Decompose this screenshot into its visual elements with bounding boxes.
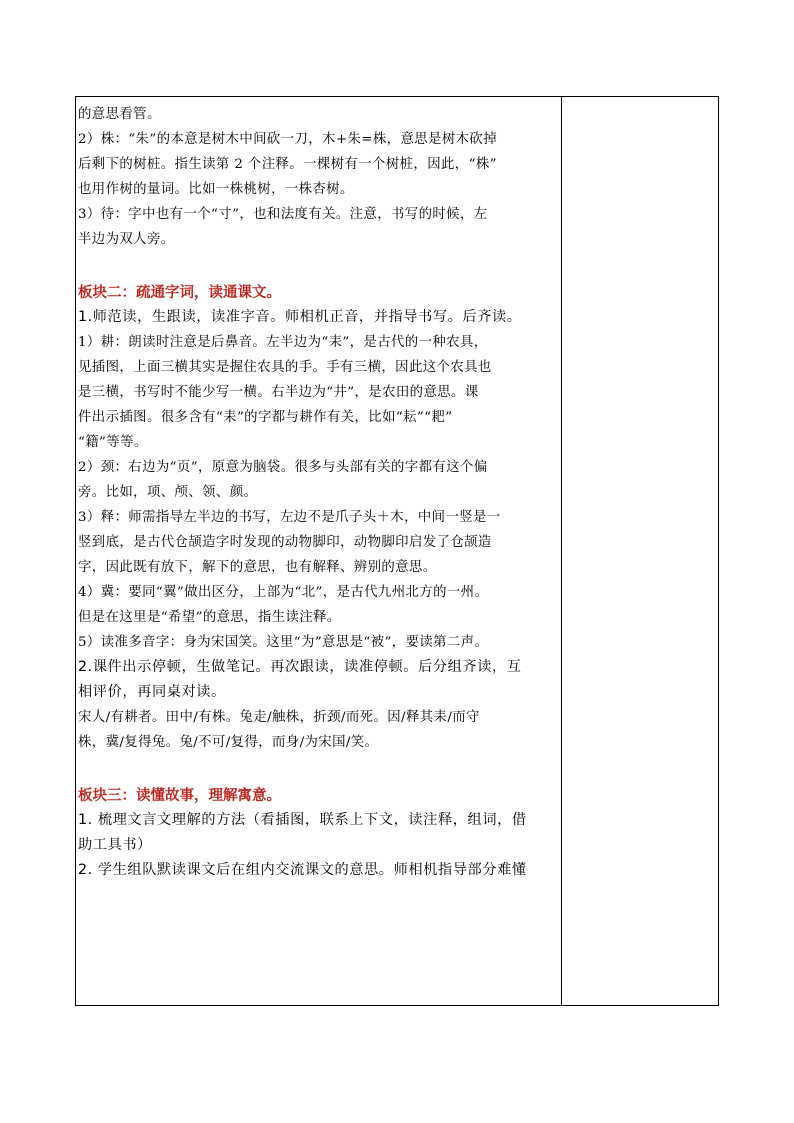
text-line: 是三横，书写时不能少写一横。右半边为“井”，是农田的意思。课 bbox=[78, 385, 479, 400]
text-line: 但是在这里是“希望”的意思，指生读注释。 bbox=[78, 610, 341, 625]
text-line: “籍”等等。 bbox=[78, 435, 148, 450]
section-heading-block2: 板块二：疏通字词，读通课文。 bbox=[78, 284, 281, 301]
text-line: 后剩下的树桩。指生读第 2 个注释。一棵树有一个树桩，因此，“株” bbox=[78, 157, 497, 172]
step-line: 助工具书） bbox=[78, 837, 152, 853]
text-line: 也用作树的量词。比如一株桃树，一株杏树。 bbox=[78, 182, 354, 197]
step-line: 1. 梳理文言文理解的方法（看插图，联系上下文，读注释，组词，借 bbox=[78, 812, 527, 828]
lesson-content-cell bbox=[76, 97, 561, 1005]
text-line: 2）株：“朱”的本意是树木中间砍一刀，木+朱=株，意思是树木砍掉 bbox=[78, 132, 497, 147]
text-line: 竖到底，是古代仓颉造字时发现的动物脚印，动物脚印启发了仓颉造 bbox=[78, 535, 492, 550]
text-line: 4）冀：要同“翼”做出区分，上部为“北”，是古代九州北方的一州。 bbox=[78, 585, 489, 600]
text-line: 半边为双人旁。 bbox=[78, 232, 175, 247]
lesson-plan-table bbox=[75, 96, 719, 1006]
text-line: 5）读准多音字：身为宋国笑。这里“为”意思是“被”，要读第二声。 bbox=[78, 635, 489, 650]
step-line: 1.师范读，生跟读，读准字音。师相机正音，并指导书写。后齐读。 bbox=[78, 309, 522, 325]
section-heading-block3: 板块三：读懂故事，理解寓意。 bbox=[78, 787, 281, 804]
text-line: 见插图，上面三横其实是握住农具的手。手有三横，因此这个农具也 bbox=[78, 360, 492, 375]
text-line: 1）耕：朗读时注意是后鼻音。左半边为“耒”，是古代的一种农具， bbox=[78, 335, 488, 350]
step-line: 相评价，再同桌对读。 bbox=[78, 684, 226, 700]
text-line: 3）释：师需指导左半边的书写，左边不是爪子头＋木，中间一竖是一 bbox=[78, 510, 501, 525]
spacer bbox=[78, 252, 559, 280]
notes-cell bbox=[562, 97, 718, 1005]
step-line: 2. 学生组队默读课文后在组内交流课文的意思。师相机指导部分难懂 bbox=[78, 862, 527, 878]
text-line: 2）颈：右边为“页”，原意为脑袋。很多与头部有关的字都有这个偏 bbox=[78, 460, 488, 475]
text-line: 旁。比如，项、颅、领、颜。 bbox=[78, 485, 258, 500]
text-line: 3）待：字中也有一个“寸”，也和法度有关。注意，书写的时候，左 bbox=[78, 207, 488, 222]
spacer bbox=[78, 755, 559, 783]
pause-marked-text: 宋人/有耕者。田中/有株。兔走/触株，折颈/而死。因/释其耒/而守 bbox=[78, 710, 480, 725]
text-line: 件出示插图。很多含有“耒”的字都与耕作有关，比如“耘”“耙” bbox=[78, 410, 453, 425]
text-line: 的意思看管。 bbox=[78, 107, 161, 122]
pause-marked-text: 株，冀/复得兔。兔/不可/复得，而身/为宋国/笑。 bbox=[78, 735, 379, 750]
step-line: 2.课件出示停顿，生做笔记。再次跟读，读准停顿。后分组齐读，互 bbox=[78, 659, 522, 675]
text-line: 字，因此既有放下，解下的意思，也有解释、辨别的意思。 bbox=[78, 560, 437, 575]
